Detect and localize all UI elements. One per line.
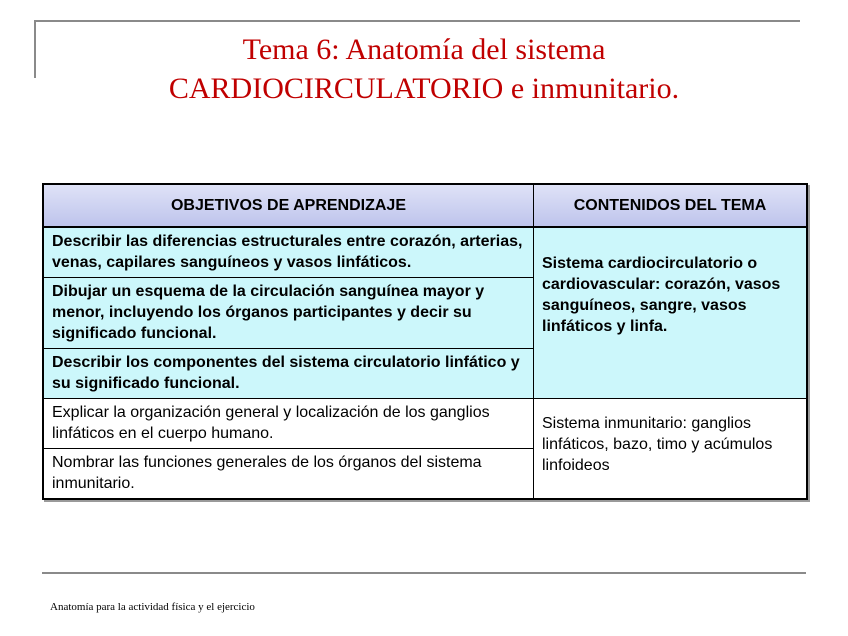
slide-title-line-1: Tema 6: Anatomía del sistema (242, 33, 606, 66)
objectives-table (42, 183, 808, 500)
contents-cell-cardiocirculatory: Sistema cardiocirculatorio o cardiovascular: corazón, vasos sanguíneos, sangre, vasos linfáticos y linfa. (534, 227, 808, 399)
footer-text: Anatomía para la actividad física y el ejercicio (50, 601, 255, 613)
objective-cell: Describir los componentes del sistema circulatorio linfático y su significado funcional. (43, 349, 534, 399)
header-contents: CONTENIDOS DEL TEMA (534, 184, 808, 227)
objective-cell: Dibujar un esquema de la circulación sanguínea mayor y menor, incluyendo los órganos participantes y decir su significado funcional. (43, 278, 534, 349)
objective-cell: Nombrar las funciones generales de los órganos del sistema inmunitario. (43, 449, 534, 500)
table-row (43, 399, 807, 449)
table-row (43, 227, 807, 278)
table-header-row (43, 184, 807, 227)
top-divider (34, 20, 800, 22)
contents-cell-immune: Sistema inmunitario: ganglios linfáticos, bazo, timo y acúmulos linfoideos (534, 399, 808, 500)
header-objectives: OBJETIVOS DE APRENDIZAJE (43, 184, 534, 227)
left-divider (34, 20, 36, 78)
slide-title (40, 30, 808, 108)
objective-cell: Explicar la organización general y localización de los ganglios linfáticos en el cuerpo humano. (43, 399, 534, 449)
bottom-divider (42, 572, 806, 574)
slide-title-line-2: CARDIOCIRCULATORIO e inmunitario. (168, 72, 680, 105)
objective-cell: Describir las diferencias estructurales entre corazón, arterias, venas, capilares sanguíneos y vasos linfáticos. (43, 227, 534, 278)
